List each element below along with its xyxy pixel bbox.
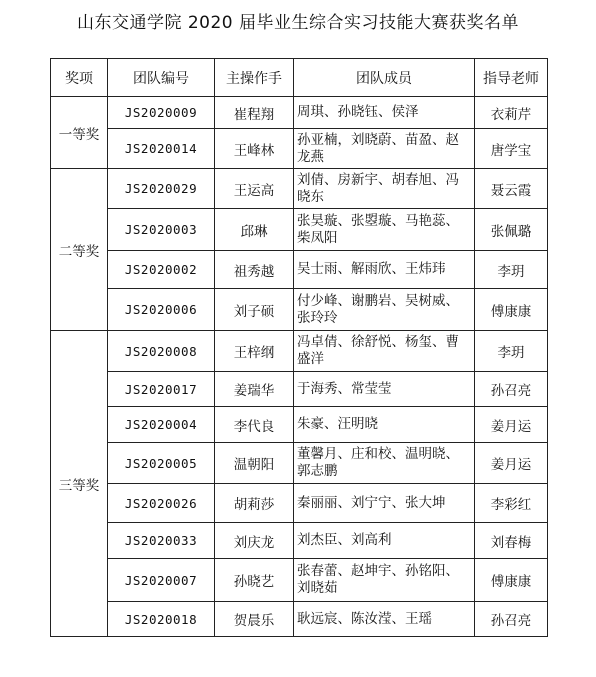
header-members: 团队成员	[294, 59, 475, 97]
table-row	[51, 372, 548, 407]
advisor-cell: 唐学宝	[475, 129, 548, 169]
leader-cell: 王运高	[215, 169, 294, 209]
advisor-cell: 聂云霞	[475, 169, 548, 209]
table-row	[51, 169, 548, 209]
team-no-cell: JS2020006	[108, 289, 215, 331]
header-team-no: 团队编号	[108, 59, 215, 97]
team-no-cell: JS2020007	[108, 559, 215, 602]
table-row	[51, 251, 548, 289]
table-row	[51, 97, 548, 129]
team-no-cell: JS2020005	[108, 443, 215, 484]
team-no-cell: JS2020014	[108, 129, 215, 169]
team-no-cell: JS2020033	[108, 523, 215, 559]
leader-cell: 温朝阳	[215, 443, 294, 484]
leader-cell: 刘庆龙	[215, 523, 294, 559]
members-cell: 耿远宸、陈汝滢、王瑶	[294, 602, 475, 637]
team-no-cell: JS2020029	[108, 169, 215, 209]
members-cell: 吴士雨、解雨欣、王炜玮	[294, 251, 475, 289]
members-cell: 于海秀、常莹莹	[294, 372, 475, 407]
table-row	[51, 289, 548, 331]
members-cell: 周琪、孙晓钰、侯泽	[294, 97, 475, 129]
table-row	[51, 602, 548, 637]
members-cell: 秦丽丽、刘宁宁、张大坤	[294, 484, 475, 523]
team-no-cell: JS2020017	[108, 372, 215, 407]
table-row	[51, 484, 548, 523]
members-cell: 冯卓倩、徐舒悦、杨玺、曹盛洋	[294, 331, 475, 372]
members-cell: 刘杰臣、刘高利	[294, 523, 475, 559]
leader-cell: 王峰林	[215, 129, 294, 169]
members-cell: 张昊璇、张曌璇、马艳蕊、柴凤阳	[294, 209, 475, 251]
advisor-cell: 李彩红	[475, 484, 548, 523]
table-row	[51, 129, 548, 169]
table-body	[51, 97, 548, 637]
prize-cell: 三等奖	[51, 331, 108, 637]
members-cell: 张春蕾、赵坤宇、孙铭阳、刘晓茹	[294, 559, 475, 602]
leader-cell: 崔程翔	[215, 97, 294, 129]
advisor-cell: 傅康康	[475, 559, 548, 602]
advisor-cell: 李玥	[475, 251, 548, 289]
team-no-cell: JS2020002	[108, 251, 215, 289]
header-row	[51, 59, 548, 97]
leader-cell: 祖秀越	[215, 251, 294, 289]
leader-cell: 贺晨乐	[215, 602, 294, 637]
members-cell: 刘倩、房新宇、胡春旭、冯晓东	[294, 169, 475, 209]
advisor-cell: 孙召亮	[475, 372, 548, 407]
advisor-cell: 傅康康	[475, 289, 548, 331]
advisor-cell: 姜月运	[475, 443, 548, 484]
members-cell: 董馨月、庄和校、温明晓、郭志鹏	[294, 443, 475, 484]
team-no-cell: JS2020003	[108, 209, 215, 251]
advisor-cell: 衣莉芹	[475, 97, 548, 129]
members-cell: 孙亚楠，刘晓蔚、苗盈、赵龙燕	[294, 129, 475, 169]
table-row	[51, 331, 548, 372]
advisor-cell: 李玥	[475, 331, 548, 372]
advisor-cell: 刘春梅	[475, 523, 548, 559]
advisor-cell: 张佩璐	[475, 209, 548, 251]
advisor-cell: 姜月运	[475, 407, 548, 443]
table-row	[51, 407, 548, 443]
leader-cell: 孙晓艺	[215, 559, 294, 602]
team-no-cell: JS2020009	[108, 97, 215, 129]
table-row	[51, 559, 548, 602]
header-advisor: 指导老师	[475, 59, 548, 97]
team-no-cell: JS2020026	[108, 484, 215, 523]
team-no-cell: JS2020018	[108, 602, 215, 637]
header-leader: 主操作手	[215, 59, 294, 97]
table-row	[51, 523, 548, 559]
advisor-cell: 孙召亮	[475, 602, 548, 637]
header-prize: 奖项	[51, 59, 108, 97]
leader-cell: 李代良	[215, 407, 294, 443]
leader-cell: 刘子硕	[215, 289, 294, 331]
leader-cell: 王梓纲	[215, 331, 294, 372]
prize-cell: 一等奖	[51, 97, 108, 169]
leader-cell: 邱琳	[215, 209, 294, 251]
members-cell: 朱豪、汪明晓	[294, 407, 475, 443]
leader-cell: 姜瑞华	[215, 372, 294, 407]
table-row	[51, 443, 548, 484]
award-table	[50, 58, 548, 637]
members-cell: 付少峰、谢鹏岩、吴树威、张玲玲	[294, 289, 475, 331]
document-title: 山东交通学院 2020 届毕业生综合实习技能大赛获奖名单	[76, 13, 520, 33]
table-row	[51, 209, 548, 251]
team-no-cell: JS2020008	[108, 331, 215, 372]
team-no-cell: JS2020004	[108, 407, 215, 443]
prize-cell: 二等奖	[51, 169, 108, 331]
leader-cell: 胡莉莎	[215, 484, 294, 523]
